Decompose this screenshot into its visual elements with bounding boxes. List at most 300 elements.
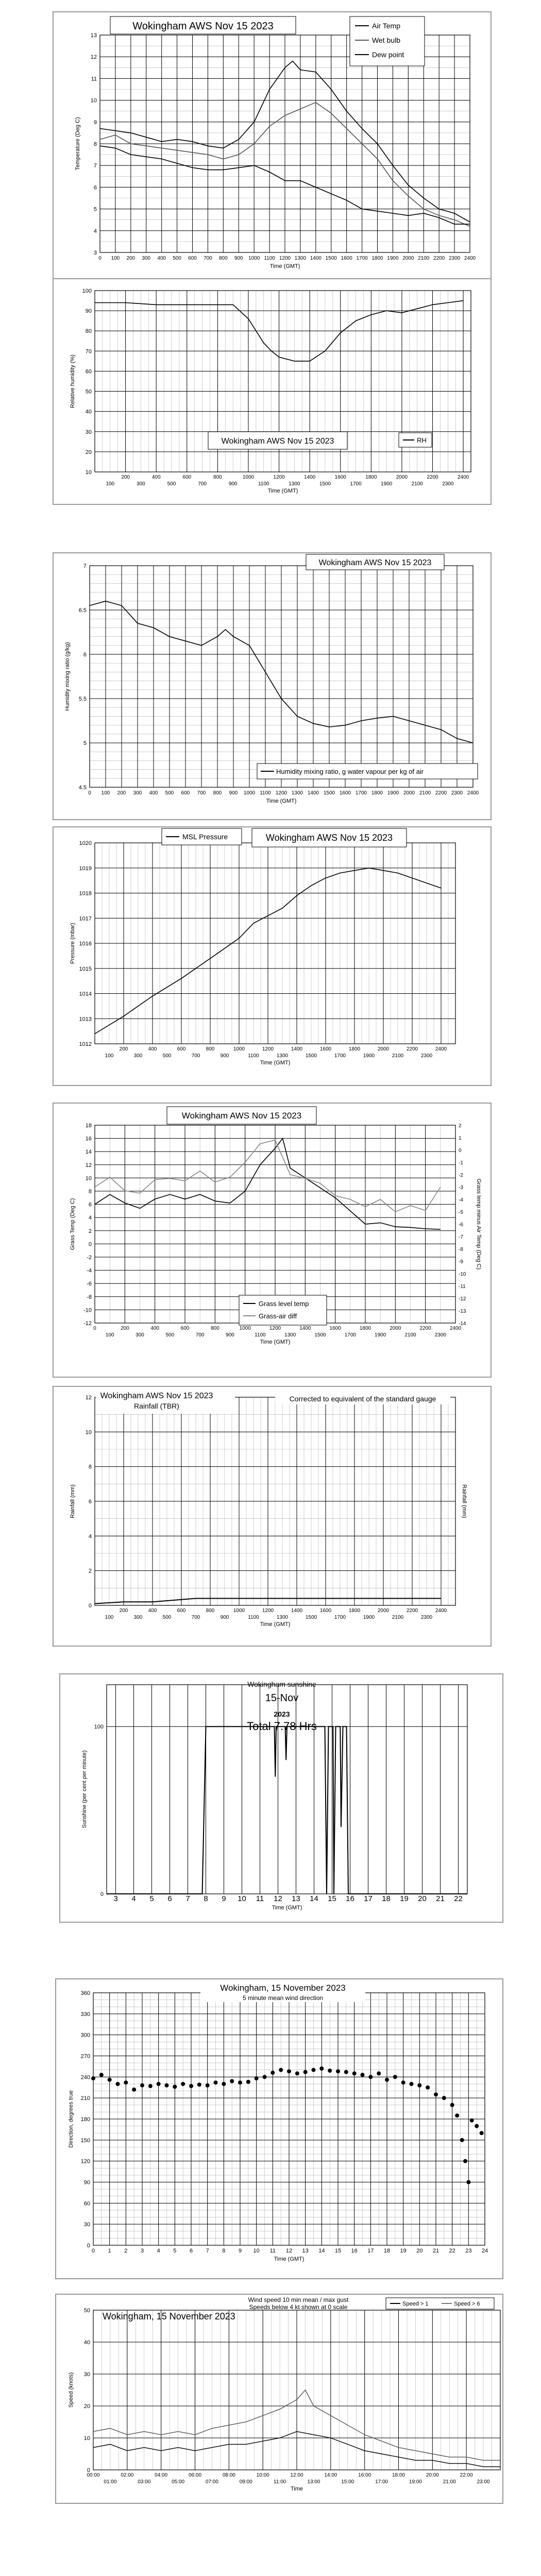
x-tick-label: 1200: [275, 790, 288, 796]
y-right-tick-label: -14: [459, 1321, 466, 1327]
x-tick-label: 800: [210, 1326, 219, 1331]
x-tick-label: 00:00: [87, 2472, 100, 2478]
x-tick-label: 1700: [350, 481, 362, 487]
x-tick-label: 1200: [273, 474, 285, 480]
y-tick-label: 60: [83, 2200, 90, 2207]
y-tick-label: 100: [94, 1724, 104, 1731]
x-tick-label: 2300: [448, 256, 461, 261]
x-tick-label: 8: [222, 2248, 226, 2254]
series-line-grass-air-diff: [95, 1140, 441, 1212]
x-axis-label: Time: [290, 2486, 303, 2492]
x-tick-label: 1900: [387, 256, 399, 261]
x-tick-label: 900: [229, 790, 238, 796]
x-tick-label: 2000: [396, 474, 408, 480]
y-axis-label: Direction, degrees true: [68, 2090, 74, 2148]
x-tick-label: 1000: [233, 1608, 245, 1614]
x-tick-label: 13: [302, 2248, 309, 2254]
data-point: [319, 2066, 324, 2071]
x-tick-label: 6: [189, 2248, 193, 2254]
data-point: [230, 2079, 234, 2083]
x-tick-label: 15: [334, 2248, 342, 2254]
data-point: [434, 2092, 438, 2096]
x-tick-label: 2200: [406, 1046, 418, 1052]
x-tick-label: 2400: [457, 474, 469, 480]
y-tick-label: 6.5: [78, 607, 87, 614]
y-tick-label: 40: [83, 2340, 90, 2346]
x-tick-label: 2400: [449, 1326, 462, 1331]
pressure-chart-svg: [54, 827, 493, 1087]
x-tick-label: 1500: [325, 256, 337, 261]
legend-label: Speed > 1: [402, 2301, 429, 2307]
x-tick-label: 700: [197, 790, 206, 796]
y-right-tick-label: -10: [459, 1272, 466, 1277]
x-tick-label: 1000: [243, 790, 256, 796]
x-tick-label: 300: [137, 481, 145, 487]
x-tick-label: 400: [149, 790, 158, 796]
data-point: [455, 2113, 459, 2117]
y-tick-label: -2: [87, 1255, 92, 1261]
data-point: [246, 2080, 250, 2084]
x-tick-label: 1800: [371, 790, 383, 796]
data-point: [410, 2082, 414, 2086]
x-tick-label: 300: [133, 790, 142, 796]
x-tick-label: 400: [157, 256, 166, 261]
y-right-tick-label: -8: [459, 1247, 463, 1252]
x-tick-label: 2200: [419, 1326, 431, 1331]
data-point: [124, 2080, 128, 2084]
x-tick-label: 500: [167, 481, 176, 487]
x-axis-label: Time (GMT): [260, 1339, 291, 1345]
x-tick-label: 1800: [371, 256, 383, 261]
data-point: [417, 2083, 421, 2088]
x-tick-label: 1900: [387, 790, 399, 796]
mixing-ratio-chart: [53, 552, 492, 820]
data-point: [460, 2138, 464, 2142]
x-tick-label: 300: [133, 1053, 143, 1059]
x-tick-label: 11: [269, 2248, 276, 2254]
y-tick-label: 180: [80, 2116, 90, 2123]
x-tick-label: 21: [432, 2248, 439, 2254]
y-right-tick-label: -3: [459, 1185, 463, 1191]
x-tick-label: 1400: [307, 790, 319, 796]
data-point: [368, 2075, 373, 2079]
chart-note: Corrected to equivalent of the standard gauge: [289, 1395, 436, 1403]
x-tick-label: 700: [198, 481, 207, 487]
y-tick-label: 8: [88, 1464, 92, 1470]
chart-total: Total 7.78 Hrs: [247, 1720, 317, 1733]
y-tick-label: 2: [88, 1228, 92, 1234]
data-point: [466, 2180, 470, 2184]
x-tick-label: 400: [151, 474, 161, 480]
data-point: [344, 2070, 348, 2074]
y-tick-label: 10: [83, 2435, 90, 2442]
y-right-tick-label: -11: [459, 1284, 466, 1290]
x-tick-label: 700: [204, 256, 212, 261]
data-point: [279, 2068, 283, 2072]
x-tick-label: 2400: [435, 1608, 447, 1614]
data-point: [475, 2124, 479, 2128]
x-tick-label: 900: [226, 1332, 234, 1338]
x-tick-label: 1400: [299, 1326, 311, 1331]
mixing-ratio-chart-svg: [54, 553, 493, 821]
rainfall-chart-svg: [54, 1387, 493, 1648]
wind-speed-chart: [55, 2294, 503, 2504]
x-tick-label: 1100: [264, 256, 275, 261]
data-point: [336, 2069, 340, 2073]
x-tick-label: 1800: [348, 1608, 361, 1614]
x-tick-label: 900: [220, 1053, 229, 1059]
x-tick-label: 2400: [467, 790, 479, 796]
y-tick-label: -10: [83, 1307, 92, 1314]
data-point: [470, 2119, 474, 2123]
data-point: [108, 2078, 112, 2082]
y-tick-label: 4: [93, 228, 97, 234]
sunshine-chart-svg: [60, 1674, 504, 1924]
rainfall-chart: [53, 1386, 492, 1647]
y-tick-label: 90: [83, 2179, 90, 2186]
x-tick-label: 2100: [392, 1615, 404, 1620]
y-tick-label: 270: [80, 2053, 90, 2060]
y-tick-label: 1018: [79, 890, 92, 897]
x-tick-label: 16: [351, 2248, 358, 2254]
x-tick-label: 1000: [242, 474, 255, 480]
x-tick-label: 1400: [310, 256, 322, 261]
y-axis-label: Rainfall (mm): [70, 1484, 76, 1518]
x-tick-label: 02:00: [121, 2472, 134, 2478]
x-tick-label: 1200: [269, 1326, 281, 1331]
data-point: [287, 2069, 291, 2073]
x-tick-label: 08:00: [222, 2472, 235, 2478]
y-tick-label: 10: [85, 1175, 92, 1182]
x-tick-label: 1700: [334, 1615, 346, 1620]
x-tick-label: 300: [142, 256, 151, 261]
x-tick-label: 2100: [419, 790, 431, 796]
x-tick-label: 1100: [255, 1332, 266, 1338]
x-tick-label: 1100: [260, 790, 271, 796]
y-tick-label: 4: [88, 1215, 92, 1222]
chart-header-line1: Wind speed 10 min mean / max gust: [248, 2296, 349, 2303]
y-right-tick-label: -6: [459, 1222, 463, 1228]
x-tick-label: 0: [88, 790, 91, 796]
x-tick-label: 11:00: [273, 2479, 286, 2485]
legend-label: Grass-air diff: [259, 1312, 297, 1320]
x-tick-label: 18:00: [392, 2472, 405, 2478]
x-tick-label: 13:00: [307, 2479, 320, 2485]
x-tick-label: 600: [177, 1608, 186, 1614]
x-tick-label: 20: [416, 2248, 423, 2254]
y-right-tick-label: -1: [459, 1160, 463, 1166]
y-tick-label: 6: [88, 1499, 92, 1505]
x-tick-label: 0: [91, 2248, 95, 2254]
y-axis-label: Humidity mixing ratio (g/kg): [64, 642, 71, 711]
x-tick-label: 2000: [402, 256, 414, 261]
y-tick-label: 5.5: [78, 696, 87, 702]
x-tick-label: 14:00: [324, 2472, 337, 2478]
x-tick-label: 1000: [239, 1326, 251, 1331]
x-tick-label: 17:00: [375, 2479, 388, 2485]
x-tick-label: 2000: [377, 1046, 390, 1052]
y-tick-label: 90: [85, 308, 92, 315]
y-tick-label: 7: [93, 163, 97, 170]
x-axis-label: Time (GMT): [267, 488, 298, 494]
x-tick-label: 2000: [390, 1326, 401, 1331]
y-tick-label: 1012: [79, 1041, 92, 1047]
x-tick-label: 1600: [319, 1608, 332, 1614]
x-tick-label: 19: [400, 2248, 407, 2254]
y-right-tick-label: -2: [459, 1173, 463, 1178]
y-tick-label: -4: [87, 1267, 92, 1274]
x-tick-label: 1700: [356, 256, 368, 261]
x-tick-label: 1500: [314, 1332, 326, 1338]
x-tick-label: 800: [206, 1046, 215, 1052]
x-tick-label: 1200: [279, 256, 291, 261]
data-point: [140, 2083, 144, 2088]
x-tick-label: 10:00: [256, 2472, 269, 2478]
humidity-chart: [53, 278, 492, 505]
x-tick-label: 1800: [348, 1046, 361, 1052]
x-tick-label: 400: [150, 1326, 160, 1331]
x-tick-label: 2300: [434, 1332, 446, 1338]
x-tick-label: 12: [285, 2248, 293, 2254]
data-point: [197, 2082, 201, 2087]
legend-label: RH: [417, 436, 427, 444]
y-tick-label: 8: [93, 141, 97, 147]
y-right-tick-label: -7: [459, 1234, 463, 1240]
x-tick-label: 22:00: [460, 2472, 473, 2478]
y-tick-label: 5: [83, 740, 87, 747]
data-point: [463, 2159, 467, 2163]
y-tick-label: 6: [83, 652, 87, 658]
x-tick-label: 2200: [433, 256, 445, 261]
x-tick-label: 1500: [319, 481, 331, 487]
x-tick-label: 1700: [334, 1053, 346, 1059]
x-tick-label: 1300: [294, 256, 307, 261]
y-tick-label: 5: [93, 206, 97, 213]
x-tick-label: 1800: [365, 474, 377, 480]
x-tick-label: 10: [238, 1894, 246, 1903]
chart-title: Wokingham, 15 November 2023: [220, 1983, 346, 1993]
data-point: [99, 2073, 104, 2077]
temperature-chart-svg: [54, 12, 493, 281]
pressure-chart: [53, 826, 492, 1086]
x-tick-label: 600: [182, 474, 192, 480]
data-point: [385, 2078, 389, 2082]
x-tick-label: 300: [136, 1332, 144, 1338]
y-right-tick-label: -4: [459, 1197, 463, 1203]
x-tick-label: 13: [292, 1894, 300, 1903]
x-tick-label: 9: [238, 2248, 242, 2254]
x-tick-label: 100: [105, 1332, 114, 1338]
x-tick-label: 18: [382, 1894, 391, 1903]
x-tick-label: 600: [181, 790, 190, 796]
wind-speed-chart-svg: [56, 2295, 504, 2505]
humidity-chart-svg: [54, 279, 493, 506]
x-tick-label: 18: [383, 2248, 391, 2254]
data-point: [116, 2082, 120, 2086]
x-tick-label: 11: [256, 1894, 264, 1903]
data-point: [361, 2073, 365, 2077]
x-tick-label: 2200: [406, 1608, 418, 1614]
x-tick-label: 1900: [363, 1615, 375, 1620]
y-tick-label: 50: [83, 2308, 90, 2314]
y-axis-label: Speed (knots): [68, 2372, 74, 2408]
y-tick-label: 13: [90, 32, 97, 39]
y-tick-label: 10: [85, 1429, 92, 1436]
data-point: [377, 2072, 381, 2076]
y-axis-label: Pressure (mbar): [70, 923, 76, 964]
data-point: [401, 2080, 405, 2084]
x-tick-label: 700: [191, 1053, 200, 1059]
legend-label: Grass level temp: [259, 1300, 309, 1308]
x-tick-label: 2300: [442, 481, 454, 487]
x-tick-label: 1300: [289, 481, 300, 487]
x-tick-label: 06:00: [188, 2472, 202, 2478]
y-tick-label: 12: [85, 1162, 92, 1168]
grass-temp-chart-svg: [54, 1104, 493, 1379]
x-tick-label: 2400: [464, 256, 476, 261]
x-tick-label: 4: [131, 1894, 136, 1903]
y-tick-label: 30: [83, 2371, 90, 2378]
x-tick-label: 17: [364, 1894, 373, 1903]
x-tick-label: 16: [346, 1894, 354, 1903]
chart-year: 2023: [274, 1710, 290, 1718]
x-tick-label: 07:00: [205, 2479, 218, 2485]
x-tick-label: 200: [121, 474, 130, 480]
wind-direction-chart: [55, 1978, 503, 2279]
data-point: [132, 2088, 136, 2092]
x-tick-label: 24: [481, 2248, 488, 2254]
x-tick-label: 1500: [323, 790, 335, 796]
x-tick-label: 800: [218, 256, 228, 261]
x-axis-label: Time (GMT): [260, 1060, 291, 1066]
y-tick-label: 210: [80, 2095, 90, 2102]
x-tick-label: 3: [113, 1894, 118, 1903]
x-tick-label: 2200: [427, 474, 438, 480]
x-tick-label: 1400: [304, 474, 316, 480]
x-tick-label: 1100: [258, 481, 269, 487]
x-tick-label: 2100: [418, 256, 430, 261]
x-tick-label: 1600: [334, 474, 346, 480]
y-tick-label: 9: [93, 119, 97, 126]
x-tick-label: 1600: [319, 1046, 332, 1052]
x-tick-label: 1900: [363, 1053, 375, 1059]
y-tick-label: -6: [87, 1281, 92, 1287]
chart-title: Wokingham AWS Nov 15 2023: [221, 437, 334, 446]
legend-label: Air Temp: [372, 22, 400, 30]
x-tick-label: 300: [133, 1615, 143, 1620]
y-tick-label: 7: [83, 563, 87, 569]
data-point: [312, 2068, 316, 2072]
x-tick-label: 600: [188, 256, 197, 261]
y-tick-label: 70: [85, 348, 92, 355]
x-tick-label: 500: [173, 256, 181, 261]
data-point: [255, 2076, 259, 2080]
x-tick-label: 200: [120, 1326, 129, 1331]
x-tick-label: 12: [274, 1894, 282, 1903]
y-tick-label: 50: [85, 388, 92, 395]
series-line-sunshine: [107, 1726, 467, 1894]
y-axis-label: Temperature (Deg C): [75, 117, 81, 171]
x-tick-label: 2300: [451, 790, 463, 796]
y-tick-label: 6: [93, 184, 97, 191]
x-tick-label: 22: [449, 2248, 455, 2254]
x-axis-label: Time (GMT): [269, 263, 300, 269]
x-tick-label: 1600: [341, 256, 352, 261]
x-tick-label: 200: [126, 256, 136, 261]
x-tick-label: 4: [157, 2248, 160, 2254]
y-tick-label: 1014: [79, 991, 92, 997]
y-tick-label: 1016: [79, 941, 92, 947]
x-tick-label: 6: [167, 1894, 172, 1903]
y-tick-label: 3: [93, 250, 97, 256]
legend-label: Speed > 6: [454, 2301, 480, 2307]
y-tick-label: 120: [80, 2158, 90, 2165]
x-tick-label: 15:00: [341, 2479, 354, 2485]
y-tick-label: 12: [85, 1395, 92, 1401]
y-tick-label: 360: [80, 1990, 90, 1996]
x-tick-label: 1100: [248, 1615, 259, 1620]
data-point: [222, 2082, 226, 2086]
data-point: [450, 2103, 454, 2107]
chart-header-line2: Speeds below 4 kt shown at 0 scale: [249, 2303, 348, 2311]
sunshine-chart: [59, 1673, 503, 1923]
y-tick-label: 60: [85, 368, 92, 375]
y-right-tick-label: -5: [459, 1210, 463, 1215]
y-tick-label: 14: [85, 1149, 92, 1156]
y-tick-label: 11: [91, 76, 97, 82]
y-tick-label: 20: [83, 2403, 90, 2410]
x-tick-label: 100: [111, 256, 120, 261]
x-tick-label: 500: [165, 790, 174, 796]
x-axis-label: Time (GMT): [266, 798, 297, 804]
y-tick-label: 1015: [79, 965, 92, 972]
temperature-chart: [53, 11, 492, 280]
legend-label: Wet bulb: [372, 36, 400, 44]
x-tick-label: 1300: [276, 1615, 289, 1620]
x-tick-label: 2100: [411, 481, 423, 487]
x-tick-label: 100: [105, 1053, 114, 1059]
x-tick-label: 1500: [305, 1615, 317, 1620]
x-tick-label: 700: [191, 1615, 200, 1620]
x-tick-label: 200: [119, 1046, 128, 1052]
y-tick-label: -12: [83, 1320, 92, 1327]
x-tick-label: 1000: [248, 256, 260, 261]
data-point: [173, 2084, 177, 2089]
x-tick-label: 700: [195, 1332, 205, 1338]
y-tick-label: 1017: [79, 916, 92, 922]
chart-title: Wokingham AWS Nov 15 2023: [265, 833, 393, 843]
y-right-tick-label: 1: [459, 1136, 462, 1141]
x-tick-label: 09:00: [239, 2479, 252, 2485]
x-tick-label: 10: [253, 2248, 260, 2254]
data-point: [270, 2071, 275, 2075]
x-tick-label: 2100: [392, 1053, 404, 1059]
y-right-tick-label: 2: [459, 1123, 462, 1129]
x-tick-label: 800: [213, 790, 222, 796]
x-tick-label: 200: [119, 1608, 128, 1614]
y-tick-label: 10: [85, 469, 92, 476]
x-tick-label: 900: [234, 256, 243, 261]
y-tick-label: 0: [87, 2243, 90, 2249]
x-tick-label: 2200: [435, 790, 447, 796]
y-right-tick-label: -9: [459, 1259, 463, 1265]
y-tick-label: 6: [88, 1201, 92, 1208]
x-tick-label: 3: [140, 2248, 144, 2254]
x-tick-label: 20: [418, 1894, 427, 1903]
data-point: [165, 2083, 169, 2088]
x-axis-label: Time (GMT): [272, 1905, 302, 1911]
x-tick-label: 20:00: [426, 2472, 439, 2478]
